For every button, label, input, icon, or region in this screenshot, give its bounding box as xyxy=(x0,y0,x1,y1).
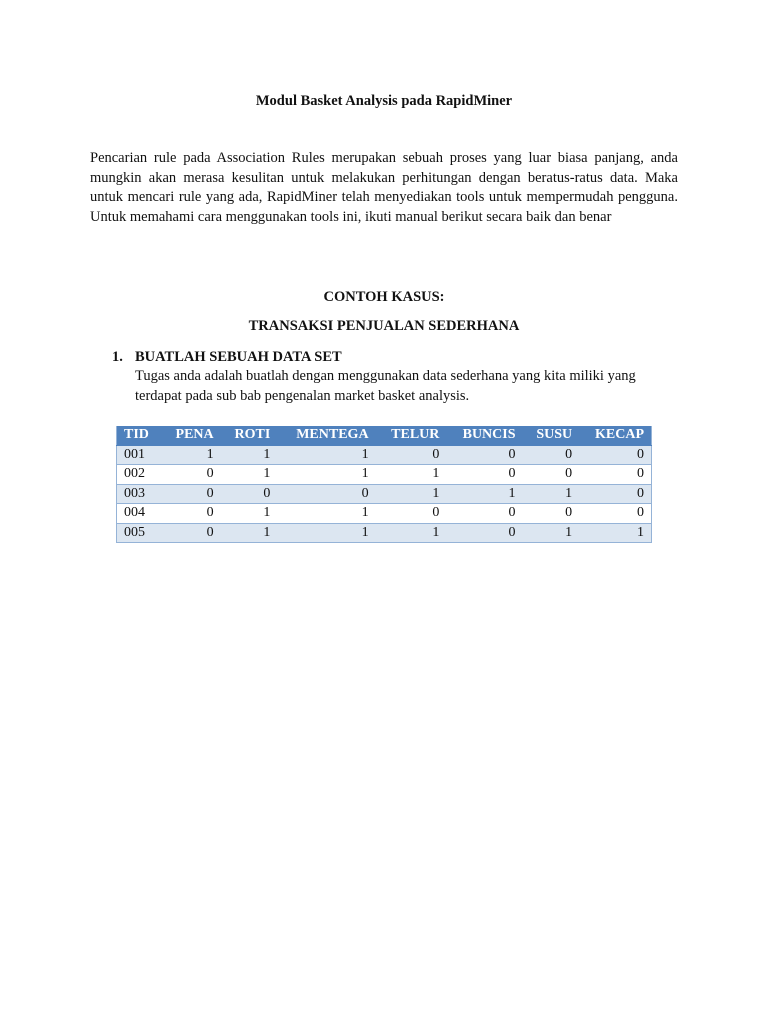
table-cell: 1 xyxy=(579,523,651,543)
table-cell: 0 xyxy=(446,465,522,485)
step-number: 1. xyxy=(112,349,123,365)
table-cell: 1 xyxy=(221,504,278,524)
table-cell: 1 xyxy=(523,523,580,543)
table-cell: 0 xyxy=(161,504,220,524)
column-header-pena: PENA xyxy=(161,426,220,445)
transaction-table xyxy=(116,426,652,543)
table-cell: 0 xyxy=(376,504,447,524)
column-header-tid: TID xyxy=(117,426,162,445)
table-cell: 1 xyxy=(523,484,580,504)
case-subheading: TRANSAKSI PENJUALAN SEDERHANA xyxy=(248,318,520,334)
document-title: Modul Basket Analysis pada RapidMiner xyxy=(255,93,513,109)
table-cell: 1 xyxy=(161,445,220,465)
table-cell: 0 xyxy=(161,484,220,504)
column-header-mentega: MENTEGA xyxy=(277,426,375,445)
table-cell: 1 xyxy=(277,504,375,524)
table-row xyxy=(117,465,652,485)
column-header-kecap: KECAP xyxy=(579,426,651,445)
column-header-roti: ROTI xyxy=(221,426,278,445)
step-description: Tugas anda adalah buatlah dengan menggunakan data sederhana yang kita miliki yang terdapat pada sub bab pengenalan market basket analysis. xyxy=(135,368,636,404)
table-cell: 1 xyxy=(277,523,375,543)
column-header-susu: SUSU xyxy=(523,426,580,445)
table-cell: 1 xyxy=(376,523,447,543)
table-cell: 001 xyxy=(117,445,162,465)
table-cell: 0 xyxy=(523,445,580,465)
case-heading: CONTOH KASUS: xyxy=(323,289,445,305)
table-cell: 0 xyxy=(523,465,580,485)
table-cell: 0 xyxy=(446,523,522,543)
table-cell: 0 xyxy=(579,484,651,504)
table-cell: 1 xyxy=(376,484,447,504)
table-cell: 0 xyxy=(523,504,580,524)
table-cell: 003 xyxy=(117,484,162,504)
table-cell: 0 xyxy=(579,465,651,485)
table-row xyxy=(117,445,652,465)
table-row xyxy=(117,504,652,524)
table-cell: 002 xyxy=(117,465,162,485)
table-cell: 1 xyxy=(277,445,375,465)
table-cell: 004 xyxy=(117,504,162,524)
table-cell: 1 xyxy=(221,523,278,543)
table-cell: 0 xyxy=(221,484,278,504)
table-cell: 0 xyxy=(161,523,220,543)
table-cell: 1 xyxy=(221,465,278,485)
table-header-row xyxy=(117,426,652,445)
table-cell: 1 xyxy=(376,465,447,485)
table-cell: 0 xyxy=(376,445,447,465)
table-cell: 0 xyxy=(446,445,522,465)
column-header-buncis: BUNCIS xyxy=(446,426,522,445)
table-cell: 1 xyxy=(221,445,278,465)
table-row xyxy=(117,523,652,543)
table-cell: 1 xyxy=(446,484,522,504)
column-header-telur: TELUR xyxy=(376,426,447,445)
table-row xyxy=(117,484,652,504)
table-cell: 005 xyxy=(117,523,162,543)
table-cell: 0 xyxy=(579,504,651,524)
step-title: BUATLAH SEBUAH DATA SET xyxy=(135,349,342,365)
table-cell: 0 xyxy=(446,504,522,524)
table-cell: 0 xyxy=(277,484,375,504)
table-cell: 0 xyxy=(161,465,220,485)
table-cell: 0 xyxy=(579,445,651,465)
intro-paragraph: Pencarian rule pada Association Rules merupakan sebuah proses yang luar biasa panjang, anda mungkin akan merasa kesulitan untuk melakukan perhitungan dengan beratus-ratus data. Maka untuk mencari rule yang ada, RapidMiner telah menyediakan tools untuk mempermudah pengguna. Untuk memahami cara menggunakan tools ini, ikuti manual berikut secara baik dan benar xyxy=(90,150,678,225)
table-cell: 1 xyxy=(277,465,375,485)
